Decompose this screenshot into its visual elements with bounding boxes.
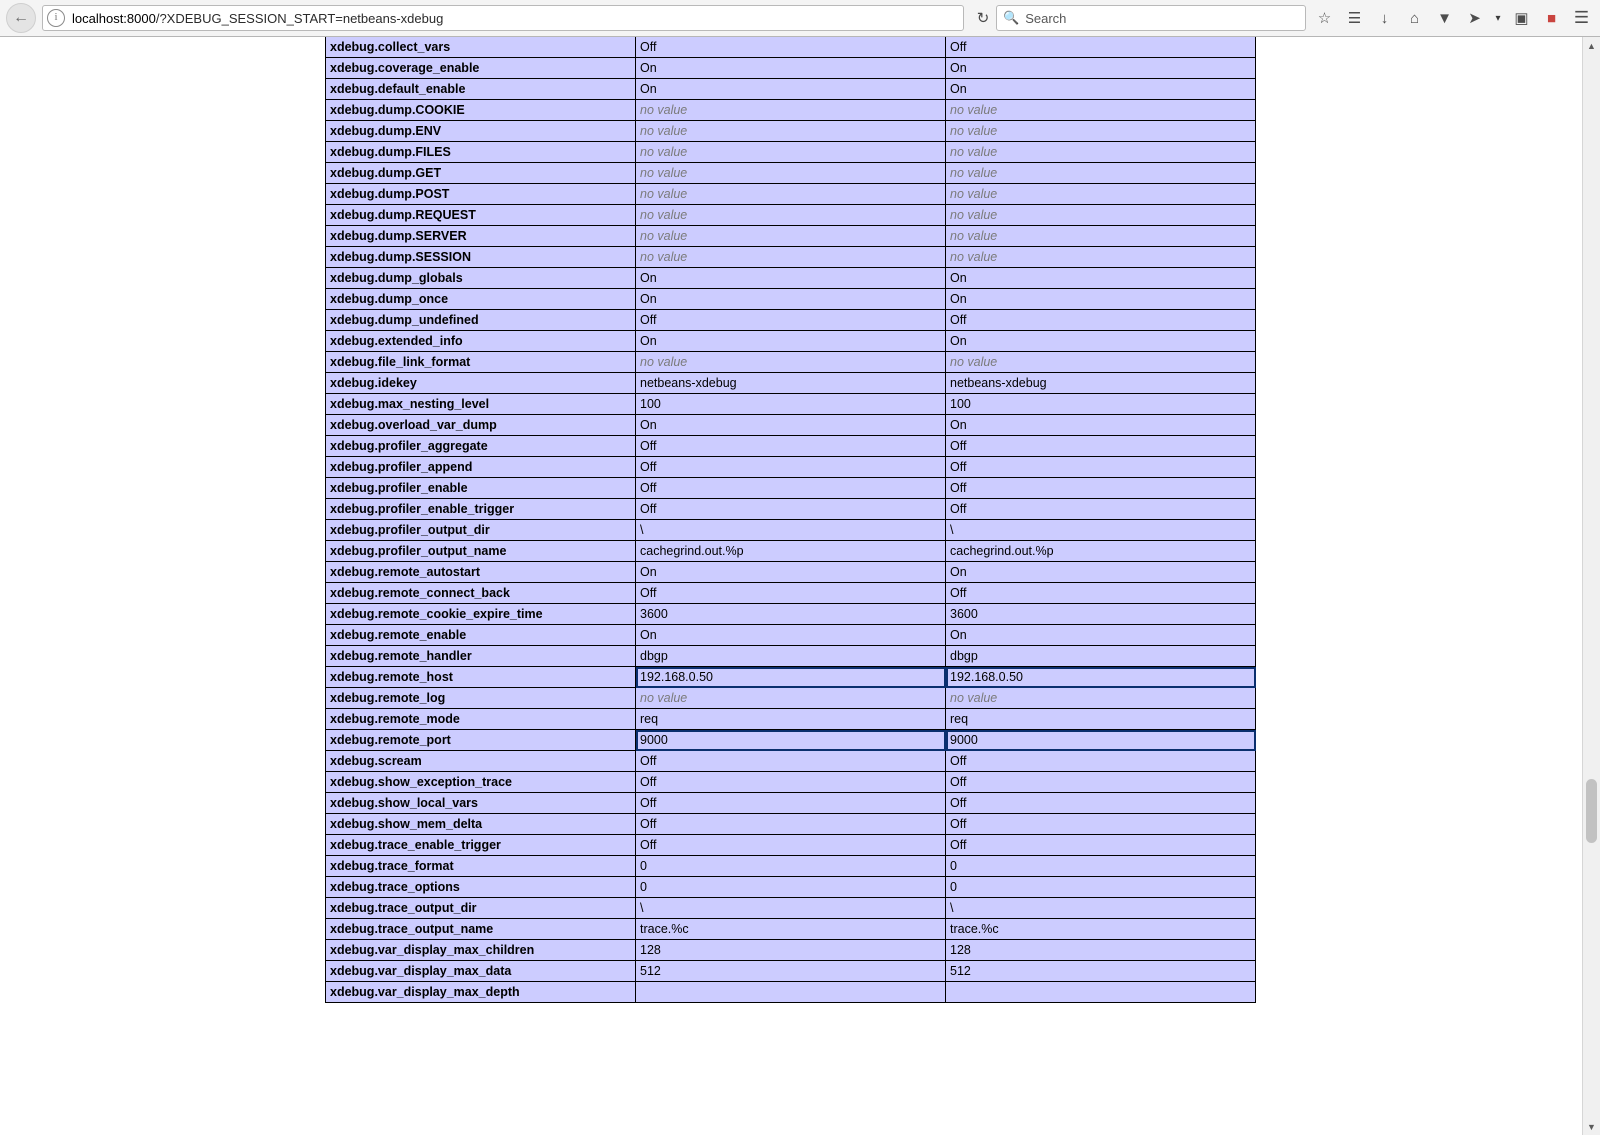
- master-value: Off: [946, 457, 1256, 478]
- local-value: [636, 688, 946, 709]
- local-value: [636, 982, 946, 1003]
- directive-name: xdebug.overload_var_dump: [326, 415, 636, 436]
- master-value: [946, 247, 1256, 268]
- local-value: On: [636, 289, 946, 310]
- local-value: Off: [636, 37, 946, 58]
- scroll-up-arrow-icon[interactable]: ▲: [1583, 37, 1600, 54]
- no-value-text: no value: [950, 187, 998, 201]
- directive-name: xdebug.dump_once: [326, 289, 636, 310]
- table-row: [326, 940, 1256, 961]
- directive-name: xdebug.remote_handler: [326, 646, 636, 667]
- master-value: dbgp: [946, 646, 1256, 667]
- scrollbar-thumb[interactable]: [1586, 779, 1597, 843]
- master-value: \: [946, 898, 1256, 919]
- no-value-text: no value: [640, 691, 688, 705]
- download-arrow-icon[interactable]: ↓: [1380, 9, 1389, 27]
- local-value: Off: [636, 310, 946, 331]
- table-row: [326, 352, 1256, 373]
- directive-name: xdebug.profiler_append: [326, 457, 636, 478]
- master-value: [946, 121, 1256, 142]
- table-row: [326, 499, 1256, 520]
- local-value: Off: [636, 772, 946, 793]
- directive-name: xdebug.extended_info: [326, 331, 636, 352]
- table-row: [326, 562, 1256, 583]
- table-row: [326, 121, 1256, 142]
- directive-name: xdebug.show_exception_trace: [326, 772, 636, 793]
- local-value[interactable]: 9000: [636, 730, 946, 751]
- table-row: [326, 604, 1256, 625]
- address-bar[interactable]: [42, 5, 964, 31]
- local-value: [636, 163, 946, 184]
- master-value: Off: [946, 37, 1256, 58]
- local-value: Off: [636, 814, 946, 835]
- extension-icon[interactable]: ■: [1546, 9, 1557, 27]
- directive-name: xdebug.show_mem_delta: [326, 814, 636, 835]
- local-value: [636, 247, 946, 268]
- master-value: 0: [946, 877, 1256, 898]
- directive-name: xdebug.profiler_enable: [326, 478, 636, 499]
- directive-name: xdebug.dump.COOKIE: [326, 100, 636, 121]
- table-row: [326, 520, 1256, 541]
- master-value: On: [946, 79, 1256, 100]
- search-input[interactable]: [996, 5, 1306, 31]
- local-value: req: [636, 709, 946, 730]
- master-value: Off: [946, 772, 1256, 793]
- table-row: [326, 457, 1256, 478]
- hamburger-menu-icon[interactable]: ☰: [1573, 8, 1590, 27]
- directive-name: xdebug.max_nesting_level: [326, 394, 636, 415]
- table-row: [326, 898, 1256, 919]
- local-value: [636, 100, 946, 121]
- directive-name: xdebug.remote_host: [326, 667, 636, 688]
- master-value: Off: [946, 835, 1256, 856]
- local-value: On: [636, 562, 946, 583]
- local-value: Off: [636, 835, 946, 856]
- master-value: Off: [946, 793, 1256, 814]
- local-value: Off: [636, 436, 946, 457]
- local-value: [636, 352, 946, 373]
- master-value: On: [946, 331, 1256, 352]
- no-value-text: no value: [950, 355, 998, 369]
- master-value: On: [946, 289, 1256, 310]
- directive-name: xdebug.show_local_vars: [326, 793, 636, 814]
- table-row: [326, 205, 1256, 226]
- master-value: Off: [946, 751, 1256, 772]
- directive-name: xdebug.var_display_max_depth: [326, 982, 636, 1003]
- directive-name: xdebug.dump_globals: [326, 268, 636, 289]
- local-value: Off: [636, 793, 946, 814]
- directive-name: xdebug.var_display_max_children: [326, 940, 636, 961]
- local-value: 3600: [636, 604, 946, 625]
- local-value: On: [636, 79, 946, 100]
- table-row: [326, 310, 1256, 331]
- master-value: [946, 184, 1256, 205]
- table-row: [326, 919, 1256, 940]
- page-viewport: [0, 37, 1600, 1135]
- no-value-text: no value: [950, 145, 998, 159]
- local-value: Off: [636, 751, 946, 772]
- master-value: Off: [946, 499, 1256, 520]
- local-value: [636, 226, 946, 247]
- directive-name: xdebug.scream: [326, 751, 636, 772]
- master-value: 100: [946, 394, 1256, 415]
- url-text: [72, 11, 443, 26]
- master-value: On: [946, 625, 1256, 646]
- master-value: \: [946, 520, 1256, 541]
- no-value-text: no value: [640, 355, 688, 369]
- master-value: trace.%c: [946, 919, 1256, 940]
- table-row: [326, 226, 1256, 247]
- master-value[interactable]: 9000: [946, 730, 1256, 751]
- directive-name: xdebug.dump.GET: [326, 163, 636, 184]
- master-value: cachegrind.out.%p: [946, 541, 1256, 562]
- table-row: [326, 751, 1256, 772]
- table-row: [326, 184, 1256, 205]
- directive-name: xdebug.dump.SERVER: [326, 226, 636, 247]
- master-value: Off: [946, 310, 1256, 331]
- directive-name: xdebug.dump.FILES: [326, 142, 636, 163]
- local-value: 0: [636, 856, 946, 877]
- no-value-text: no value: [640, 208, 688, 222]
- table-row: [326, 478, 1256, 499]
- local-value: cachegrind.out.%p: [636, 541, 946, 562]
- master-value: On: [946, 415, 1256, 436]
- local-value: 512: [636, 961, 946, 982]
- no-value-text: no value: [950, 229, 998, 243]
- directive-name: xdebug.collect_vars: [326, 37, 636, 58]
- directive-name: xdebug.dump_undefined: [326, 310, 636, 331]
- home-icon[interactable]: ⌂: [1409, 9, 1420, 27]
- master-value: Off: [946, 814, 1256, 835]
- local-value: \: [636, 898, 946, 919]
- no-value-text: no value: [640, 124, 688, 138]
- directive-name: xdebug.file_link_format: [326, 352, 636, 373]
- local-value: On: [636, 625, 946, 646]
- local-value: trace.%c: [636, 919, 946, 940]
- table-row: [326, 58, 1256, 79]
- local-value: On: [636, 415, 946, 436]
- no-value-text: no value: [640, 166, 688, 180]
- master-value: 0: [946, 856, 1256, 877]
- master-value: [946, 352, 1256, 373]
- local-value: Off: [636, 457, 946, 478]
- scroll-down-arrow-icon[interactable]: ▼: [1583, 1118, 1600, 1135]
- pocket-icon[interactable]: ▼: [1437, 9, 1452, 27]
- table-row: [326, 247, 1256, 268]
- table-row: [326, 163, 1256, 184]
- xdebug-settings-table: [325, 37, 1256, 1003]
- directive-name: xdebug.dump.REQUEST: [326, 205, 636, 226]
- master-value[interactable]: 192.168.0.50: [946, 667, 1256, 688]
- directive-name: xdebug.coverage_enable: [326, 58, 636, 79]
- no-value-text: no value: [950, 208, 998, 222]
- table-row: [326, 268, 1256, 289]
- directive-name: xdebug.trace_format: [326, 856, 636, 877]
- local-value: On: [636, 331, 946, 352]
- master-value: req: [946, 709, 1256, 730]
- url-path: /?XDEBUG_SESSION_START=netbeans-xdebug: [155, 10, 444, 26]
- table-row: [326, 142, 1256, 163]
- local-value: 100: [636, 394, 946, 415]
- master-value: Off: [946, 436, 1256, 457]
- chevron-down-icon[interactable]: ▾: [1495, 12, 1501, 24]
- info-icon[interactable]: i: [47, 9, 65, 27]
- no-value-text: no value: [950, 103, 998, 117]
- table-row: [326, 667, 1256, 688]
- table-row: [326, 646, 1256, 667]
- directive-name: xdebug.dump.ENV: [326, 121, 636, 142]
- local-value: netbeans-xdebug: [636, 373, 946, 394]
- master-value: Off: [946, 478, 1256, 499]
- directive-name: xdebug.dump.POST: [326, 184, 636, 205]
- no-value-text: no value: [640, 187, 688, 201]
- master-value: On: [946, 562, 1256, 583]
- master-value: [946, 142, 1256, 163]
- directive-name: xdebug.remote_log: [326, 688, 636, 709]
- table-row: [326, 541, 1256, 562]
- directive-name: xdebug.remote_cookie_expire_time: [326, 604, 636, 625]
- directive-name: xdebug.profiler_enable_trigger: [326, 499, 636, 520]
- master-value: [946, 226, 1256, 247]
- master-value: [946, 100, 1256, 121]
- master-value: On: [946, 268, 1256, 289]
- no-value-text: no value: [950, 691, 998, 705]
- master-value: [946, 205, 1256, 226]
- table-row: [326, 730, 1256, 751]
- local-value[interactable]: 192.168.0.50: [636, 667, 946, 688]
- local-value: On: [636, 268, 946, 289]
- no-value-text: no value: [950, 124, 998, 138]
- local-value: \: [636, 520, 946, 541]
- search-placeholder: Search: [1025, 10, 1067, 26]
- table-row: [326, 625, 1256, 646]
- master-value: 512: [946, 961, 1256, 982]
- directive-name: xdebug.var_display_max_data: [326, 961, 636, 982]
- directive-name: xdebug.trace_output_name: [326, 919, 636, 940]
- directive-name: xdebug.trace_enable_trigger: [326, 835, 636, 856]
- table-row: [326, 79, 1256, 100]
- directive-name: xdebug.idekey: [326, 373, 636, 394]
- local-value: Off: [636, 583, 946, 604]
- directive-name: xdebug.trace_options: [326, 877, 636, 898]
- reload-icon[interactable]: ↻: [976, 10, 990, 27]
- master-value: [946, 688, 1256, 709]
- local-value: Off: [636, 499, 946, 520]
- table-row: [326, 373, 1256, 394]
- no-value-text: no value: [640, 103, 688, 117]
- no-value-text: no value: [950, 166, 998, 180]
- table-row: [326, 709, 1256, 730]
- directive-name: xdebug.trace_output_dir: [326, 898, 636, 919]
- phpinfo-content: [0, 37, 1583, 1135]
- local-value: 0: [636, 877, 946, 898]
- no-value-text: no value: [950, 250, 998, 264]
- local-value: Off: [636, 478, 946, 499]
- sync-icon[interactable]: ➤: [1468, 10, 1481, 27]
- local-value: [636, 121, 946, 142]
- table-row: [326, 877, 1256, 898]
- screenshot-icon[interactable]: ▣: [1514, 10, 1529, 27]
- table-row: [326, 688, 1256, 709]
- local-value: [636, 184, 946, 205]
- table-row: [326, 436, 1256, 457]
- table-row: [326, 856, 1256, 877]
- master-value: On: [946, 58, 1256, 79]
- directive-name: xdebug.profiler_output_dir: [326, 520, 636, 541]
- directive-name: xdebug.remote_connect_back: [326, 583, 636, 604]
- master-value: 128: [946, 940, 1256, 961]
- directive-name: xdebug.profiler_output_name: [326, 541, 636, 562]
- reader-view-icon[interactable]: ☰: [1347, 10, 1362, 27]
- star-icon[interactable]: ☆: [1317, 10, 1332, 27]
- back-arrow-icon[interactable]: ←: [6, 3, 36, 33]
- master-value: netbeans-xdebug: [946, 373, 1256, 394]
- directive-name: xdebug.remote_enable: [326, 625, 636, 646]
- local-value: 128: [636, 940, 946, 961]
- table-row: [326, 583, 1256, 604]
- directive-name: xdebug.remote_autostart: [326, 562, 636, 583]
- search-icon: 🔍: [1003, 10, 1020, 25]
- master-value: [946, 982, 1256, 1003]
- directive-name: xdebug.remote_mode: [326, 709, 636, 730]
- master-value: 3600: [946, 604, 1256, 625]
- table-row: [326, 814, 1256, 835]
- table-row: [326, 289, 1256, 310]
- local-value: [636, 205, 946, 226]
- vertical-scrollbar[interactable]: [1582, 37, 1600, 1135]
- table-row: [326, 100, 1256, 121]
- directive-name: xdebug.remote_port: [326, 730, 636, 751]
- no-value-text: no value: [640, 145, 688, 159]
- local-value: On: [636, 58, 946, 79]
- table-row: [326, 394, 1256, 415]
- table-row: [326, 835, 1256, 856]
- table-row: [326, 961, 1256, 982]
- master-value: [946, 163, 1256, 184]
- directive-name: xdebug.profiler_aggregate: [326, 436, 636, 457]
- table-row: [326, 415, 1256, 436]
- toolbar-icons: [1312, 6, 1594, 31]
- url-host: localhost:8000: [72, 10, 156, 26]
- master-value: Off: [946, 583, 1256, 604]
- directive-name: xdebug.dump.SESSION: [326, 247, 636, 268]
- local-value: dbgp: [636, 646, 946, 667]
- table-row: [326, 982, 1256, 1003]
- no-value-text: no value: [640, 229, 688, 243]
- directive-name: xdebug.default_enable: [326, 79, 636, 100]
- table-row: [326, 793, 1256, 814]
- table-row: [326, 331, 1256, 352]
- local-value: [636, 142, 946, 163]
- no-value-text: no value: [640, 250, 688, 264]
- table-row: [326, 37, 1256, 58]
- browser-toolbar: [0, 0, 1600, 37]
- table-row: [326, 772, 1256, 793]
